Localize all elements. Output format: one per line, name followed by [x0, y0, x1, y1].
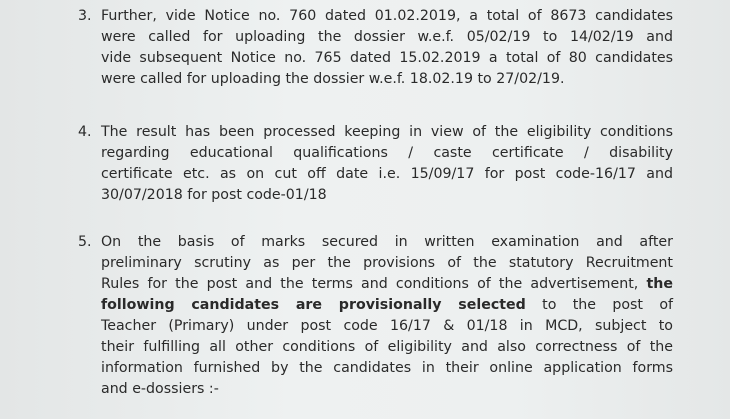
text-line — [101, 295, 673, 316]
text-line — [101, 274, 673, 295]
paragraph-number: 5. — [78, 234, 92, 250]
text-line: regarding educational qualifications / caste certificate / disability — [101, 145, 673, 161]
text-line: The result has been processed keeping in view of the eligibility conditions — [101, 124, 673, 140]
bold-text: the — [646, 276, 673, 292]
text-line: 30/07/2018 for post code-01/18 — [101, 187, 327, 203]
paragraph-number: 3. — [78, 8, 92, 24]
text-line: vide subsequent Notice no. 765 dated 15.02.2019 a total of 80 candidates — [101, 50, 673, 66]
text-line-plain: Rules for the post and the terms and conditions of the advertisement, — [101, 276, 639, 292]
text-line: Further, vide Notice no. 760 dated 01.02.2019, a total of 8673 candidates — [101, 8, 673, 24]
text-line: preliminary scrutiny as per the provisions of the statutory Recruitment — [101, 255, 673, 271]
paragraph-number: 4. — [78, 124, 92, 140]
paragraph-body — [101, 232, 673, 400]
text-line: were called for uploading the dossier w.e.f. 18.02.19 to 27/02/19. — [101, 71, 565, 87]
text-line: were called for uploading the dossier w.e.f. 05/02/19 to 14/02/19 and — [101, 29, 673, 45]
bold-text: following candidates are provisionally selected — [101, 297, 526, 313]
paragraph-body — [101, 6, 673, 90]
paragraph-body — [101, 122, 673, 206]
text-line: Teacher (Primary) under post code 16/17 & 01/18 in MCD, subject to — [101, 318, 673, 334]
text-line: information furnished by the candidates in their online application forms — [101, 360, 673, 376]
text-line: On the basis of marks secured in written examination and after — [101, 234, 673, 250]
text-line: their fulfilling all other conditions of eligibility and also correctness of the — [101, 339, 673, 355]
text-line: and e-dossiers :- — [101, 381, 219, 397]
text-line-plain: to the post of — [542, 297, 673, 313]
text-line: certificate etc. as on cut off date i.e. 15/09/17 for post code-16/17 and — [101, 166, 673, 182]
